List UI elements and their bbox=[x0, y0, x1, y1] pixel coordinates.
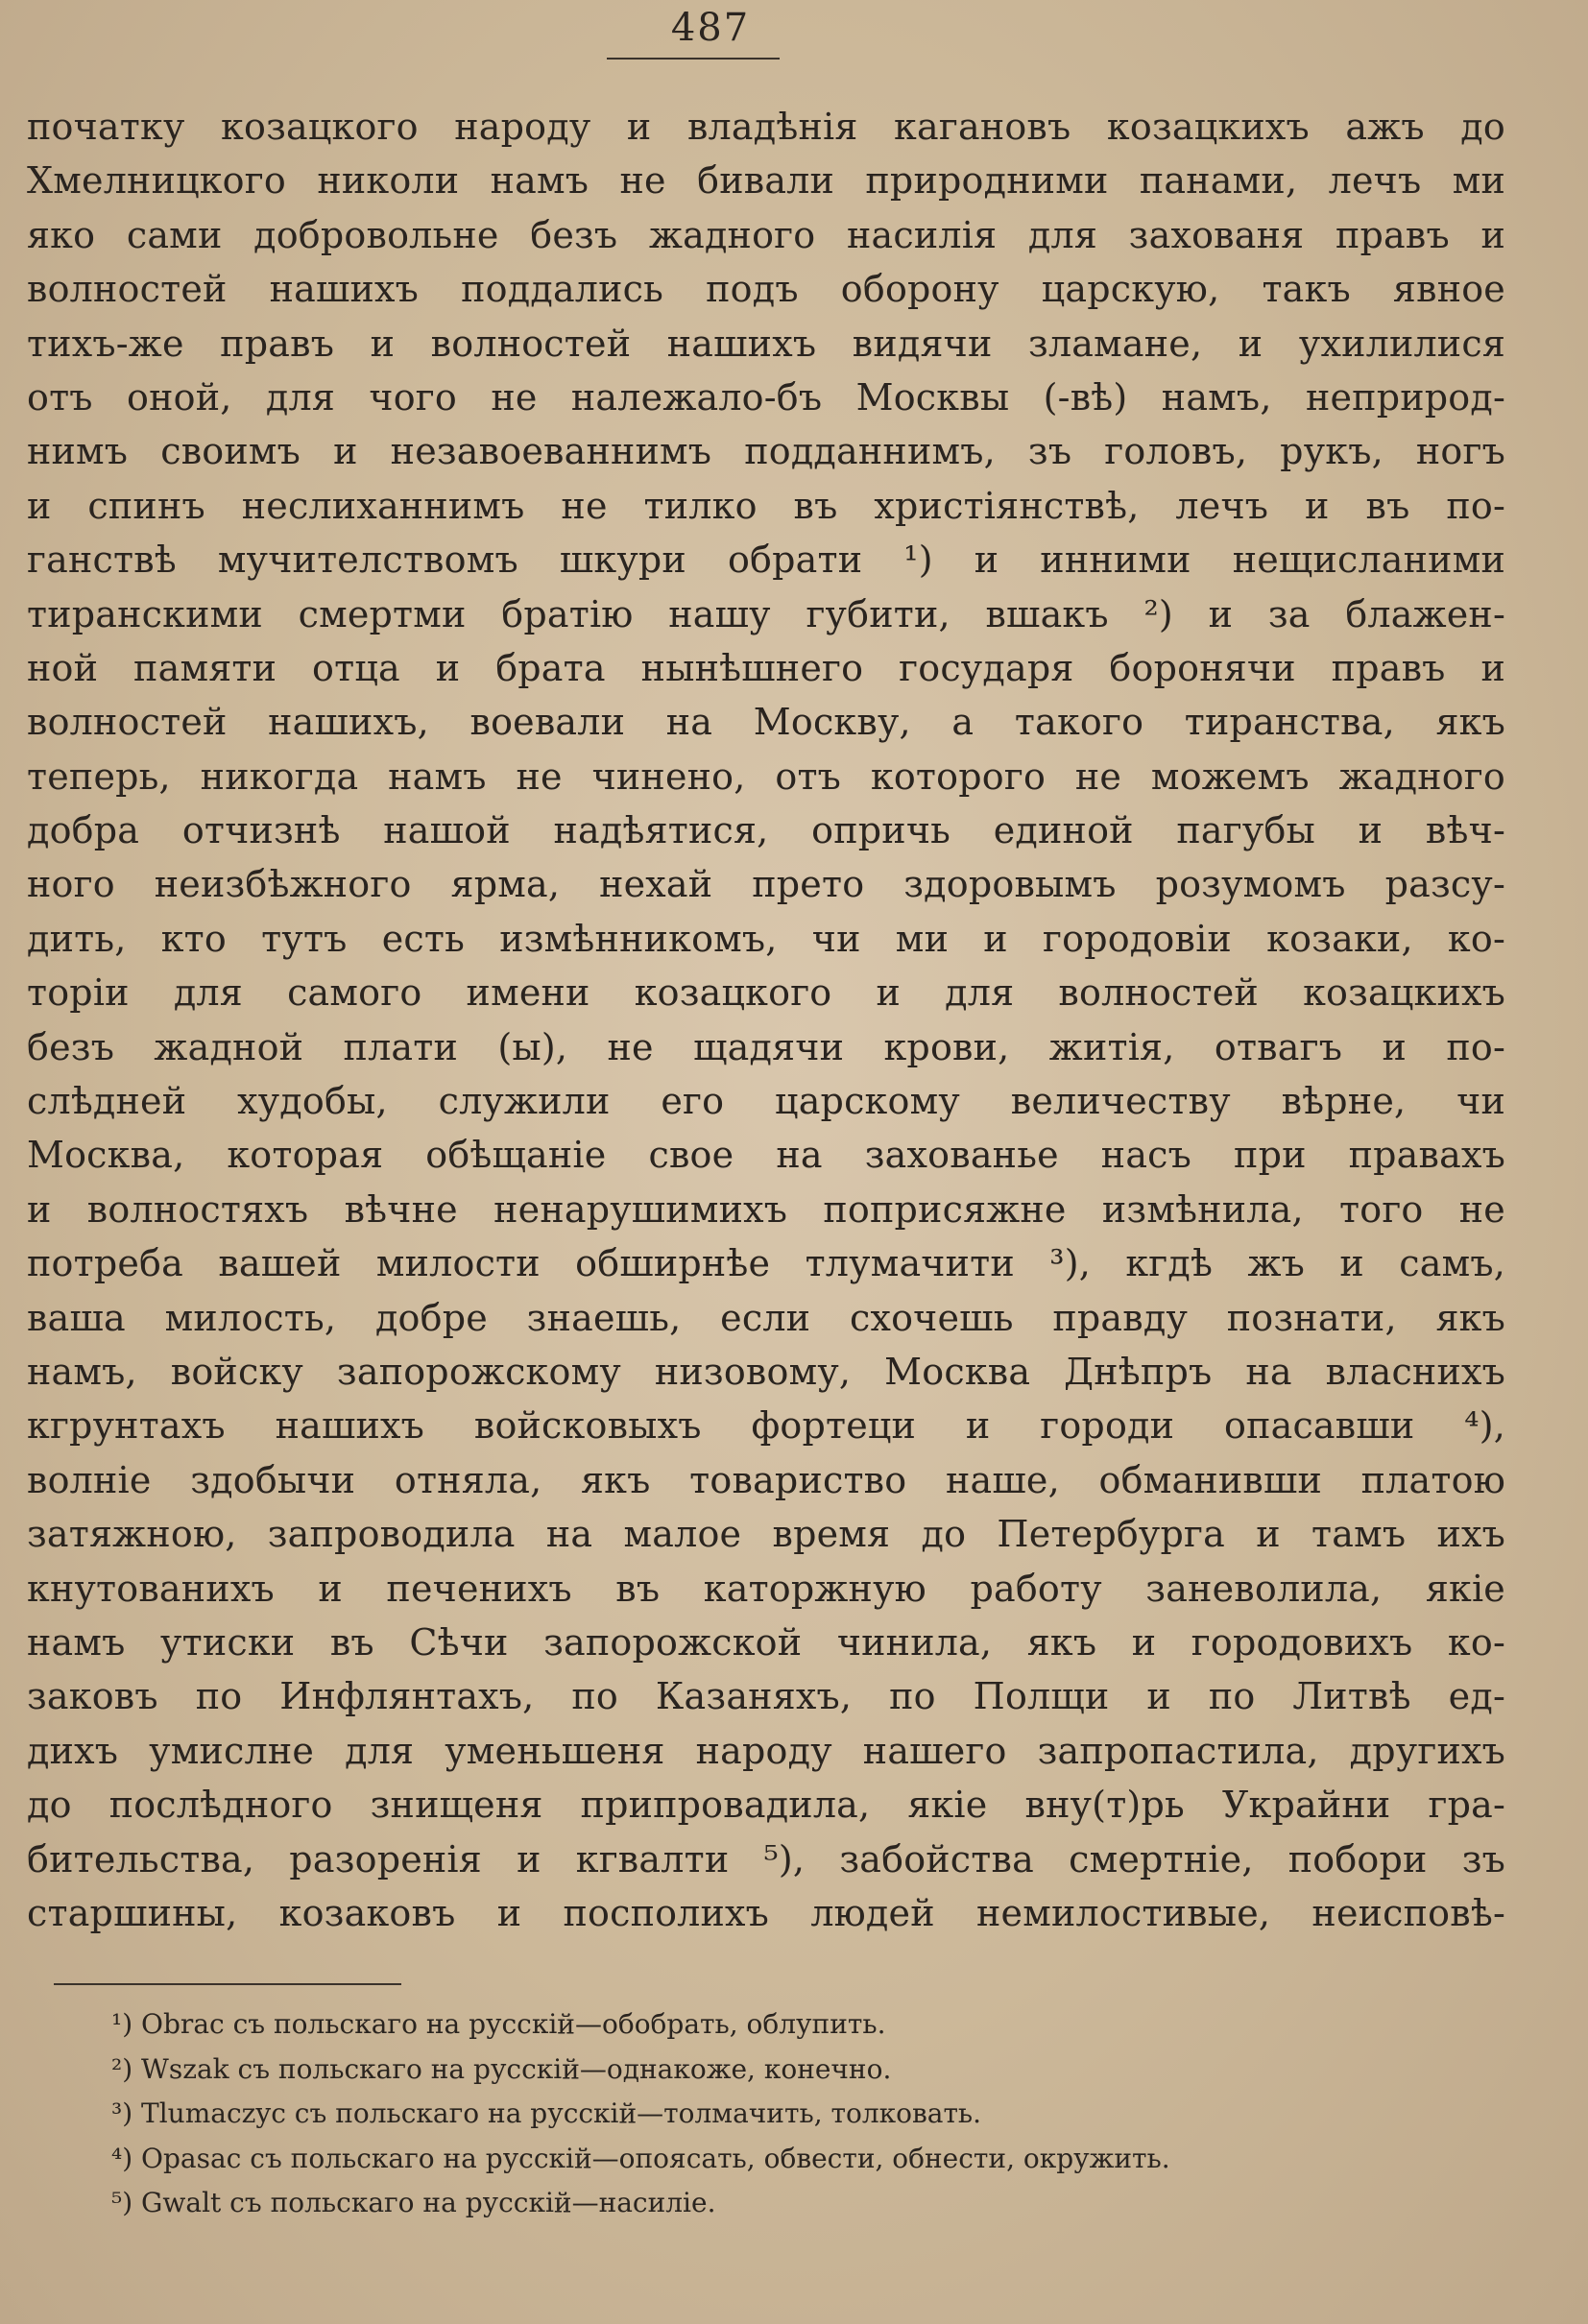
text-line: волніе здобычи отняла, якъ товариство наше, обманивши платою bbox=[27, 1458, 1505, 1501]
text-line: дихъ умислне для уменьшеня народу нашего запропастила, другихъ bbox=[27, 1729, 1505, 1772]
text-line: ваша милость, добре знаешь, если схочешь правду познати, якъ bbox=[27, 1296, 1505, 1339]
footnote-3: ³) Tlumaczyc съ польскаго на русскій—толмачить, толковать. bbox=[111, 2097, 982, 2129]
text-line: тихъ-же правъ и волностей нашихъ видячи зламане, и ухилилися bbox=[27, 322, 1505, 365]
text-line: добра отчизнѣ нашой надѣятися, опричь единой пагубы и вѣч- bbox=[27, 809, 1505, 852]
text-line: дить, кто тутъ есть измѣнникомъ, чи ми и городовіи козаки, ко- bbox=[27, 917, 1505, 960]
text-line: бительства, разоренія и кгвалти ⁵), забойства смертніе, побори зъ bbox=[27, 1837, 1505, 1881]
text-line: тиранскими смертми братію нашу губити, вшакъ ²) и за блажен- bbox=[27, 592, 1505, 635]
page-number-rule bbox=[607, 58, 780, 60]
footnote-2: ²) Wszak съ польскаго на русскій—однакоже, конечно. bbox=[111, 2052, 892, 2085]
text-line: нимъ своимъ и незавоеваннимъ подданнимъ, зъ головъ, рукъ, ногъ bbox=[27, 430, 1505, 473]
text-line: кгрунтахъ нашихъ войсковыхъ фортеци и городи опасавши ⁴), bbox=[27, 1404, 1505, 1448]
text-line: кнутованихъ и печенихъ въ каторжную работу заневолила, якіе bbox=[27, 1567, 1505, 1610]
text-line: яко сами добровольне безъ жадного насилія для захованя правъ и bbox=[27, 213, 1505, 256]
text-line: безъ жадной плати (ы), не щадячи крови, житія, отвагъ и по- bbox=[27, 1025, 1505, 1068]
text-line: отъ оной, для чого не належало-бъ Москвы (-вѣ) намъ, неприрод- bbox=[27, 375, 1505, 419]
text-line: ной памяти отца и брата нынѣшнего государя боронячи правъ и bbox=[27, 646, 1505, 689]
text-line: слѣдней худобы, служили его царскому величеству вѣрне, чи bbox=[27, 1080, 1505, 1123]
text-line: затяжною, запроводила на малое время до Петербурга и тамъ ихъ bbox=[27, 1513, 1505, 1556]
footnote-4: ⁴) Opasac съ польскаго на русскій—опоясать, обвести, обнести, окружить. bbox=[111, 2142, 1170, 2174]
footnote-5: ⁵) Gwalt съ польскаго на русскій—насиліе. bbox=[111, 2187, 716, 2218]
page-number: 487 bbox=[670, 6, 751, 50]
text-line: волностей нашихъ поддались подъ оборону царскую, такъ явное bbox=[27, 268, 1505, 311]
text-line: намъ, войску запорожскому низовому, Москва Днѣпръ на власнихъ bbox=[27, 1350, 1505, 1393]
text-line: и спинъ неслиханнимъ не тилко въ христіянствѣ, лечъ и въ по- bbox=[27, 484, 1505, 527]
footnotes bbox=[111, 2002, 1513, 2226]
text-line: волностей нашихъ, воевали на Москву, а такого тиранства, якъ bbox=[27, 701, 1505, 744]
text-line: старшины, козаковъ и посполихъ людей немилостивые, неисповѣ- bbox=[27, 1891, 1505, 1934]
text-line: торіи для самого имени козацкого и для волностей козацкихъ bbox=[27, 971, 1505, 1015]
text-line: початку козацкого народу и владѣнія кагановъ козацкихъ ажъ до bbox=[27, 106, 1505, 148]
text-line: и волностяхъ вѣчне ненарушимихъ поприсяжне измѣнила, того не bbox=[27, 1187, 1505, 1231]
text-line: ного неизбѣжного ярма, нехай прето здоровымъ розумомъ разсу- bbox=[27, 863, 1505, 906]
text-line: потреба вашей милости обширнѣе тлумачити ³), кгдѣ жъ и самъ, bbox=[27, 1242, 1505, 1285]
body-text bbox=[27, 100, 1505, 1940]
text-line: до послѣдного знищеня припровадила, якіе вну(т)рь Украйни гра- bbox=[27, 1784, 1505, 1827]
text-line: теперь, никогда намъ не чинено, отъ которого не можемъ жадного bbox=[27, 755, 1505, 798]
footnote-separator bbox=[54, 1983, 401, 1985]
text-line: заковъ по Инфлянтахъ, по Казаняхъ, по Полщи и по Литвѣ ед- bbox=[27, 1675, 1505, 1718]
text-line: намъ утиски въ Сѣчи запорожской чинила, якъ и городовихъ ко- bbox=[27, 1620, 1505, 1664]
text-line: Москва, которая обѣщаніе свое на захованье насъ при правахъ bbox=[27, 1134, 1505, 1177]
text-line: Хмелницкого николи намъ не бивали природними панами, лечъ ми bbox=[27, 159, 1505, 203]
text-line: ганствѣ мучителствомъ шкури обрати ¹) и инними нещисланими bbox=[27, 539, 1505, 582]
footnote-1: ¹) Obrac съ польскаго на русскій—обобрать, облупить. bbox=[111, 2008, 886, 2040]
